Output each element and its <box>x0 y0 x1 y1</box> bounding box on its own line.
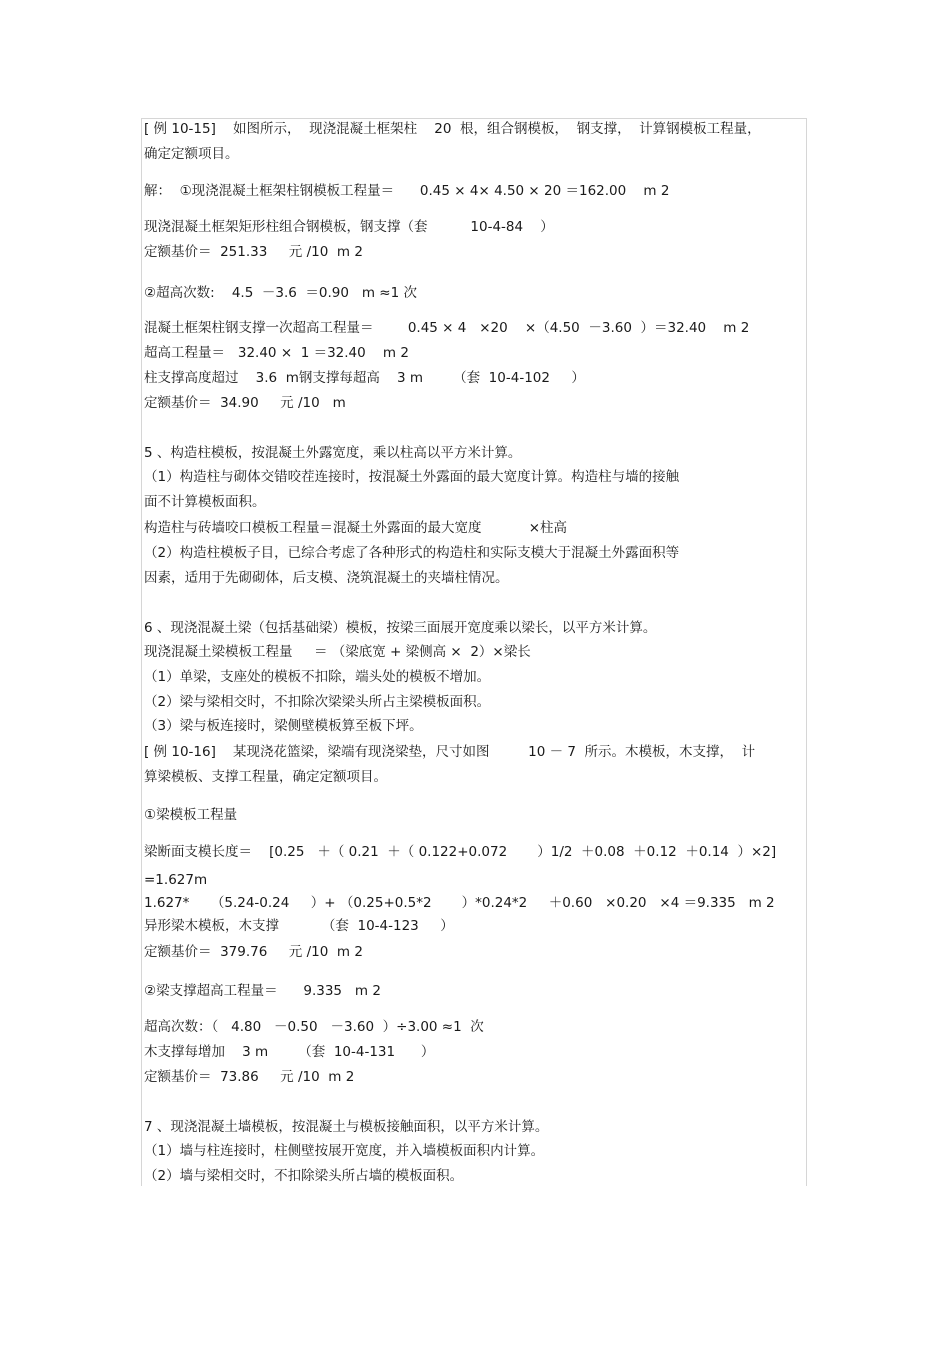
over-height-count-1: ②超高次数: 4.5 －3.6 ＝0.90 m ≈1 次 <box>144 285 417 301</box>
example-10-15-title-cont: 确定定额项目。 <box>144 146 239 162</box>
example-10-15-title: [ 例 10-15] 如图所示， 现浇混凝土框架柱 20 根，组合钢模板， 钢支撑， 计算钢模板工程量， <box>144 121 761 137</box>
section-5-rule-1: （1）构造柱与砌体交错咬茬连接时，按混凝土外露面的最大宽度计算。构造柱与墙的接触 <box>144 469 680 485</box>
section-5-heading: 5 、构造柱模板，按混凝土外露宽度，乘以柱高以平方米计算。 <box>144 445 522 461</box>
quota-price-1: 定额基价＝ 251.33 元 /10 m 2 <box>144 244 363 260</box>
beam-formwork-quantity-title: ①梁模板工程量 <box>144 807 238 823</box>
solution-formwork-quantity: 解： ①现浇混凝土框架柱钢模板工程量＝ 0.45 × 4× 4.50 × 20 ＝162.00 m 2 <box>144 183 670 199</box>
beam-support-over-height: ②梁支撑超高工程量＝ 9.335 m 2 <box>144 983 381 999</box>
section-5-rule-2-cont: 因素，适用于先砌砌体，后支模、浇筑混凝土的夹墙柱情况。 <box>144 570 509 586</box>
section-5-formula: 构造柱与砖墙咬口模板工程量＝混凝土外露面的最大宽度 ×柱高 <box>144 520 568 536</box>
steel-support-over-height: 混凝土框架柱钢支撑一次超高工程量＝ 0.45 × 4 ×20 ×（4.50 －3.60 ）＝32.40 m 2 <box>144 320 750 336</box>
section-6-formula: 现浇混凝土梁模板工程量 ＝ （梁底宽 + 梁侧高 × 2）×梁长 <box>144 644 531 660</box>
beam-formwork-calculation: 1.627* （5.24-0.24 ）+ （0.25+0.5*2 ）*0.24*2 ＋0.60 ×0.20 ×4 ＝9.335 m 2 <box>144 895 775 911</box>
beam-section-length-result: =1.627m <box>144 872 208 888</box>
quota-item-10-4-131: 木支撑每增加 3 m （套 10-4-131 ） <box>144 1044 435 1060</box>
section-6-rule-2: （2）梁与梁相交时，不扣除次梁梁头所占主梁模板面积。 <box>144 694 491 710</box>
quota-item-10-4-102: 柱支撑高度超过 3.6 m钢支撑每超高 3 m （套 10-4-102 ） <box>144 370 585 386</box>
section-6-rule-1: （1）单梁，支座处的模板不扣除，端头处的模板不增加。 <box>144 669 491 685</box>
over-height-quantity: 超高工程量＝ 32.40 × 1 ＝32.40 m 2 <box>144 345 409 361</box>
section-5-rule-2: （2）构造柱模板子目，已综合考虑了各种形式的构造柱和实际支模大于混凝土外露面积等 <box>144 545 680 561</box>
section-6-rule-3: （3）梁与板连接时，梁侧壁模板算至板下坪。 <box>144 718 423 734</box>
quota-item-10-4-84: 现浇混凝土框架矩形柱组合钢模板，钢支撑（套 10-4-84 ） <box>144 219 554 235</box>
beam-section-length: 梁断面支模长度＝ [0.25 ＋（ 0.21 ＋（ 0.122+0.072 ）1/2 ＋0.08 ＋0.12 ＋0.14 ）×2] <box>144 844 777 860</box>
quota-price-4: 定额基价＝ 73.86 元 /10 m 2 <box>144 1069 355 1085</box>
section-7-heading: 7 、现浇混凝土墙模板，按混凝土与模板接触面积，以平方米计算。 <box>144 1119 549 1135</box>
section-6-heading: 6 、现浇混凝土梁（包括基础梁）模板，按梁三面展开宽度乘以梁长，以平方米计算。 <box>144 620 657 636</box>
example-10-16-title-cont: 算梁模板、支撑工程量，确定定额项目。 <box>144 769 387 785</box>
section-7-rule-1: （1）墙与柱连接时，柱侧壁按展开宽度，并入墙模板面积内计算。 <box>144 1143 545 1159</box>
over-height-count-2: 超高次数：（ 4.80 －0.50 －3.60 ）÷3.00 ≈1 次 <box>144 1019 484 1035</box>
section-5-rule-1-cont: 面不计算模板面积。 <box>144 494 266 510</box>
example-10-16-title: [ 例 10-16] 某现浇花篮梁，梁端有现浇梁垫，尺寸如图 10 － 7 所示。木模板，木支撑， 计 <box>144 744 756 760</box>
quota-price-2: 定额基价＝ 34.90 元 /10 m <box>144 395 346 411</box>
quota-item-10-4-123: 异形梁木模板，木支撑 （套 10-4-123 ） <box>144 918 454 934</box>
section-7-rule-2: （2）墙与梁相交时，不扣除梁头所占墙的模板面积。 <box>144 1168 464 1184</box>
quota-price-3: 定额基价＝ 379.76 元 /10 m 2 <box>144 944 363 960</box>
